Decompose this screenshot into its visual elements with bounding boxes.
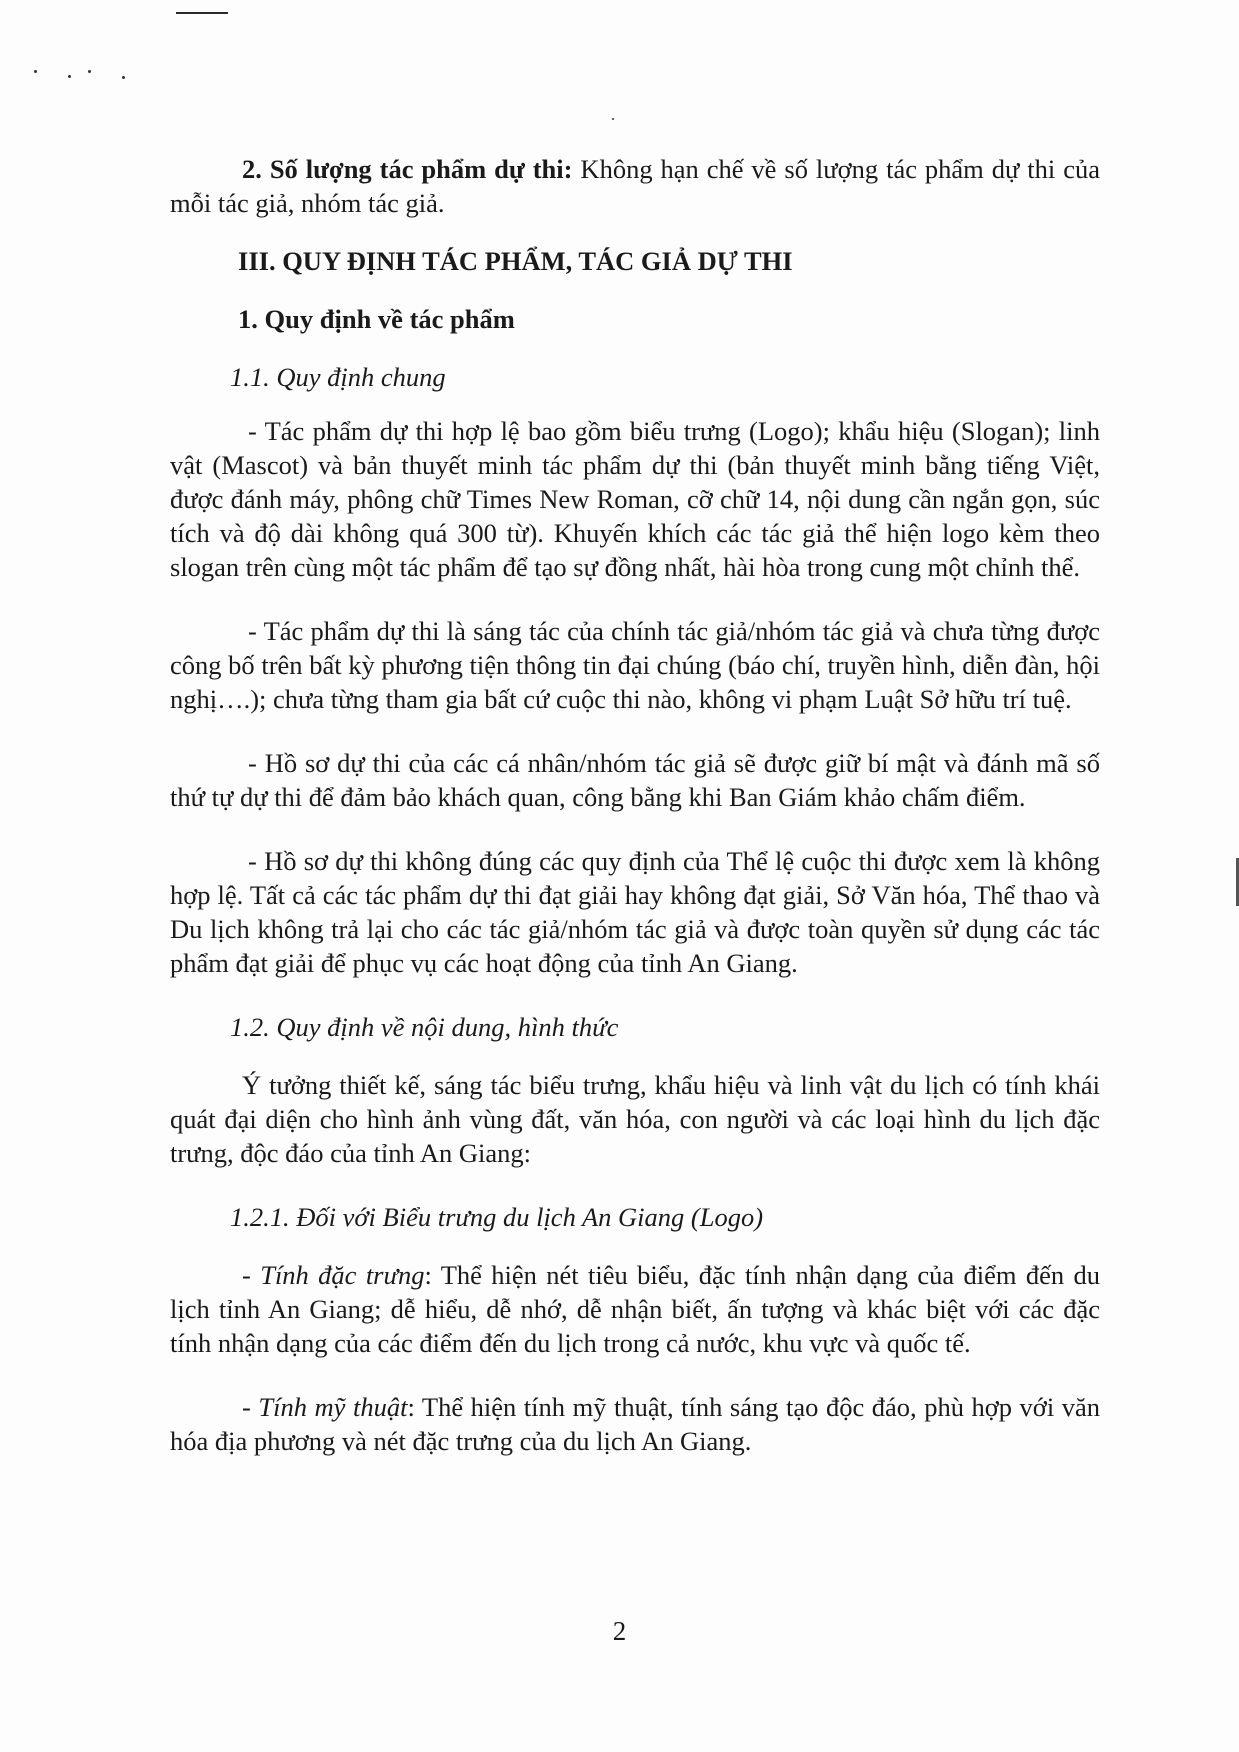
rule-paragraph: - Tác phẩm dự thi là sáng tác của chính tác giả/nhóm tác giả và chưa từng được công bố trên bất kỳ phương tiện thông tin đại chúng (báo chí, truyền hình, diễn đàn, hội nghị….); chưa từng tham gia bất cứ cuộc thi nào, không vi phạm Luật Sở hữu trí tuệ. xyxy=(170,616,1100,714)
criterion-text: : Thể hiện nét tiêu biểu, đặc tính nhận dạng của điểm đến du lịch tỉnh An Giang; dễ hiểu, dễ nhớ, dễ nhận biết, ấn tượng và khác biệt với các đặc tính nhận dạng của các điểm đến du lịch trong cả nước, khu vực và quốc tế. xyxy=(170,1260,1100,1358)
criterion-text: : Thể hiện tính mỹ thuật, tính sáng tạo độc đáo, phù hợp với văn hóa địa phương và nét đặc trưng của du lịch An Giang. xyxy=(170,1392,1100,1456)
scan-speck xyxy=(88,70,91,73)
page-number: 2 xyxy=(612,1616,627,1646)
rule-paragraph: - Hồ sơ dự thi của các cá nhân/nhóm tác giả sẽ được giữ bí mật và đánh mã số thứ tự dự thi để đảm bảo khách quan, công bằng khi Ban Giám khảo chấm điểm. xyxy=(170,748,1100,812)
rule-paragraph: - Tác phẩm dự thi hợp lệ bao gồm biểu trưng (Logo); khẩu hiệu (Slogan); linh vật (Mascot) và bản thuyết minh tác phẩm dự thi (bản thuyết minh bằng tiếng Việt, được đánh máy, phông chữ Times New Roman, cỡ chữ 14, nội dung cần ngắn gọn, súc tích và độ dài không quá 300 từ). Khuyến khích các tác giả thể hiện logo kèm theo slogan trên cùng một tác phẩm để tạo sự đồng nhất, hài hòa trong cung một chỉnh thể. xyxy=(170,416,1100,582)
section-2-label: 2. Số lượng tác phẩm dự thi: xyxy=(242,154,573,184)
subsection-1-2-paragraph: Ý tưởng thiết kế, sáng tác biểu trưng, khẩu hiệu và linh vật du lịch có tính khái quát đại diện cho hình ảnh vùng đất, văn hóa, con người và các loại hình du lịch đặc trưng, độc đáo của tỉnh An Giang: xyxy=(170,1070,1100,1168)
criterion-paragraph xyxy=(170,1258,1100,1360)
scan-speck xyxy=(612,118,614,120)
section-2-text: Không hạn chế về số lượng tác phẩm dự thi của mỗi tác giả, nhóm tác giả. xyxy=(170,154,1100,218)
section-3-title: III. QUY ĐỊNH TÁC PHẨM, TÁC GIẢ DỰ THI xyxy=(238,246,793,276)
criterion-label: - Tính mỹ thuật xyxy=(242,1392,408,1422)
subsection-1-title: 1. Quy định về tác phẩm xyxy=(238,304,515,334)
subsection-1-1-title: 1.1. Quy định chung xyxy=(230,362,446,392)
subsection-1-2-title: 1.2. Quy định về nội dung, hình thức xyxy=(230,1012,619,1042)
subsection-1-2-1-title: 1.2.1. Đối với Biểu trưng du lịch An Giang (Logo) xyxy=(230,1202,764,1232)
scan-speck xyxy=(34,70,37,73)
scan-speck xyxy=(68,75,71,78)
criterion-label: - Tính đặc trưng xyxy=(242,1260,425,1290)
scan-speck xyxy=(122,76,125,79)
document-body xyxy=(170,152,1100,1458)
section-2-paragraph xyxy=(170,152,1100,220)
criterion-paragraph xyxy=(170,1390,1100,1458)
rule-paragraph: - Hồ sơ dự thi không đúng các quy định của Thể lệ cuộc thi được xem là không hợp lệ. Tất cả các tác phẩm dự thi đạt giải hay không đạt giải, Sở Văn hóa, Thể thao và Du lịch không trả lại cho các tác giả/nhóm tác giả và được toàn quyền sử dụng các tác phẩm đạt giải để phục vụ các hoạt động của tỉnh An Giang. xyxy=(170,846,1100,978)
scan-top-rule xyxy=(176,12,228,14)
